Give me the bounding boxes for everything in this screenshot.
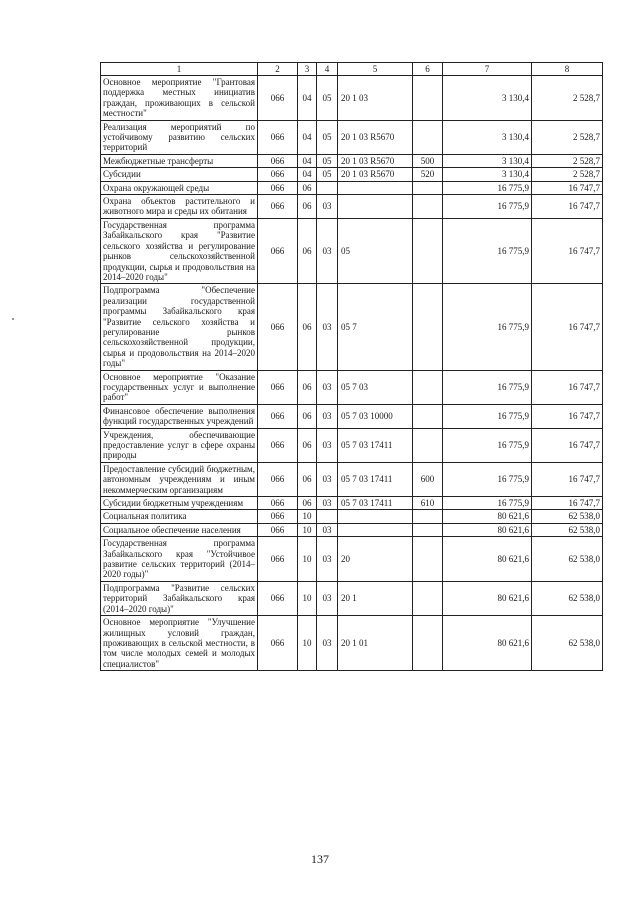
header-cell: 5 <box>338 63 413 76</box>
row-ved-cell: 066 <box>258 284 298 370</box>
row-pr-cell: 03 <box>317 428 338 462</box>
row-rz-cell: 10 <box>298 581 317 615</box>
row-ved-cell: 066 <box>258 181 298 194</box>
row-sum-2018-cell: 3 130,4 <box>443 76 532 121</box>
table-row <box>101 404 603 428</box>
row-csr-cell: 05 7 <box>338 284 413 370</box>
row-vr-cell <box>413 370 443 404</box>
table-row <box>101 510 603 523</box>
row-pr-cell: 03 <box>317 497 338 510</box>
header-cell: 2 <box>258 63 298 76</box>
row-ved-cell: 066 <box>258 168 298 181</box>
row-csr-cell: 20 1 03 R5670 <box>338 154 413 167</box>
row-sum-2018-cell: 80 621,6 <box>443 616 532 671</box>
row-vr-cell <box>413 523 443 536</box>
table-row <box>101 154 603 167</box>
row-sum-2019-cell: 16 747,7 <box>532 181 603 194</box>
row-name-cell: Охрана объектов растительного и животного мира и среды их обитания <box>101 195 258 219</box>
row-csr-cell <box>338 523 413 536</box>
row-sum-2018-cell: 16 775,9 <box>443 284 532 370</box>
row-sum-2019-cell: 2 528,7 <box>532 154 603 167</box>
row-sum-2018-cell: 80 621,6 <box>443 523 532 536</box>
row-rz-cell: 06 <box>298 497 317 510</box>
row-sum-2019-cell: 16 747,7 <box>532 370 603 404</box>
row-csr-cell: 05 7 03 17411 <box>338 497 413 510</box>
row-vr-cell <box>413 284 443 370</box>
row-sum-2019-cell: 2 528,7 <box>532 168 603 181</box>
header-cell: 4 <box>317 63 338 76</box>
row-pr-cell: 03 <box>317 537 338 582</box>
row-rz-cell: 06 <box>298 195 317 219</box>
row-vr-cell <box>413 428 443 462</box>
row-sum-2019-cell: 62 538,0 <box>532 581 603 615</box>
row-name-cell: Межбюджетные трансферты <box>101 154 258 167</box>
row-ved-cell: 066 <box>258 497 298 510</box>
row-csr-cell: 20 1 <box>338 581 413 615</box>
row-pr-cell: 03 <box>317 195 338 219</box>
row-sum-2019-cell: 16 747,7 <box>532 218 603 283</box>
row-ved-cell: 066 <box>258 120 298 154</box>
row-sum-2018-cell: 80 621,6 <box>443 510 532 523</box>
row-sum-2019-cell: 62 538,0 <box>532 510 603 523</box>
row-vr-cell <box>413 404 443 428</box>
table-row <box>101 168 603 181</box>
row-pr-cell: 03 <box>317 284 338 370</box>
table-row <box>101 497 603 510</box>
row-vr-cell: 520 <box>413 168 443 181</box>
row-name-cell: Охрана окружающей среды <box>101 181 258 194</box>
row-name-cell: Реализация мероприятий по устойчивому развитию сельских территорий <box>101 120 258 154</box>
row-ved-cell: 066 <box>258 218 298 283</box>
row-ved-cell: 066 <box>258 581 298 615</box>
row-rz-cell: 10 <box>298 537 317 582</box>
row-pr-cell: 05 <box>317 154 338 167</box>
row-sum-2018-cell: 3 130,4 <box>443 120 532 154</box>
row-sum-2019-cell: 16 747,7 <box>532 497 603 510</box>
row-csr-cell: 05 7 03 17411 <box>338 428 413 462</box>
row-ved-cell: 066 <box>258 404 298 428</box>
row-name-cell: Социальное обеспечение населения <box>101 523 258 536</box>
row-rz-cell: 10 <box>298 523 317 536</box>
row-csr-cell: 20 1 03 R5670 <box>338 168 413 181</box>
table-row <box>101 76 603 121</box>
row-rz-cell: 06 <box>298 404 317 428</box>
row-pr-cell: 03 <box>317 581 338 615</box>
row-pr-cell: 03 <box>317 404 338 428</box>
row-name-cell: Государственная программа Забайкальского края "Устойчивое развитие сельских территорий (2014–2020 годы)" <box>101 537 258 582</box>
row-ved-cell: 066 <box>258 523 298 536</box>
row-name-cell: Основное мероприятие "Улучшение жилищных условий граждан, проживающих в сельской местности, в том числе молодых семей и молодых специалистов" <box>101 616 258 671</box>
row-rz-cell: 06 <box>298 218 317 283</box>
row-name-cell: Субсидии бюджетным учреждениям <box>101 497 258 510</box>
table-row <box>101 428 603 462</box>
row-name-cell: Подпрограмма "Развитие сельских территорий Забайкальского края (2014–2020 годы)" <box>101 581 258 615</box>
table-row <box>101 120 603 154</box>
row-name-cell: Учреждения, обеспечивающие предоставление услуг в сфере охраны природы <box>101 428 258 462</box>
row-rz-cell: 10 <box>298 616 317 671</box>
row-pr-cell: 03 <box>317 616 338 671</box>
row-sum-2019-cell: 2 528,7 <box>532 76 603 121</box>
table-row <box>101 284 603 370</box>
row-sum-2019-cell: 62 538,0 <box>532 537 603 582</box>
row-name-cell: Основное мероприятие "Оказание государственных услуг и выполнение работ" <box>101 370 258 404</box>
row-ved-cell: 066 <box>258 537 298 582</box>
row-sum-2018-cell: 80 621,6 <box>443 581 532 615</box>
row-sum-2019-cell: 16 747,7 <box>532 462 603 496</box>
scan-speck <box>12 318 14 320</box>
row-sum-2019-cell: 16 747,7 <box>532 284 603 370</box>
row-vr-cell <box>413 181 443 194</box>
row-name-cell: Финансовое обеспечение выполнения функций государственных учреждений <box>101 404 258 428</box>
row-rz-cell: 04 <box>298 76 317 121</box>
header-row <box>101 63 603 76</box>
table-row <box>101 537 603 582</box>
row-rz-cell: 04 <box>298 120 317 154</box>
table-row <box>101 370 603 404</box>
row-vr-cell: 500 <box>413 154 443 167</box>
row-rz-cell: 06 <box>298 284 317 370</box>
row-csr-cell: 05 <box>338 218 413 283</box>
row-ved-cell: 066 <box>258 76 298 121</box>
row-sum-2018-cell: 3 130,4 <box>443 154 532 167</box>
budget-table <box>100 62 603 671</box>
row-name-cell: Основное мероприятие "Грантовая поддержка местных инициатив граждан, проживающих в сельской местности" <box>101 76 258 121</box>
row-rz-cell: 10 <box>298 510 317 523</box>
row-vr-cell: 600 <box>413 462 443 496</box>
header-cell: 8 <box>532 63 603 76</box>
row-vr-cell: 610 <box>413 497 443 510</box>
row-sum-2018-cell: 16 775,9 <box>443 195 532 219</box>
row-sum-2018-cell: 3 130,4 <box>443 168 532 181</box>
row-pr-cell <box>317 510 338 523</box>
row-pr-cell: 05 <box>317 76 338 121</box>
row-pr-cell: 03 <box>317 218 338 283</box>
row-sum-2018-cell: 16 775,9 <box>443 462 532 496</box>
row-name-cell: Подпрограмма "Обеспечение реализации государственной программы Забайкальского края "Развитие сельского хозяйства и регулирование рынков сельскохозяйственной продукции, сырья и продовольствия на 2014–2020 годы" <box>101 284 258 370</box>
row-sum-2018-cell: 80 621,6 <box>443 537 532 582</box>
row-rz-cell: 06 <box>298 370 317 404</box>
row-vr-cell <box>413 218 443 283</box>
row-pr-cell: 05 <box>317 120 338 154</box>
row-vr-cell <box>413 195 443 219</box>
row-pr-cell: 03 <box>317 370 338 404</box>
row-rz-cell: 06 <box>298 181 317 194</box>
row-ved-cell: 066 <box>258 195 298 219</box>
header-cell: 7 <box>443 63 532 76</box>
row-sum-2018-cell: 16 775,9 <box>443 181 532 194</box>
row-ved-cell: 066 <box>258 154 298 167</box>
row-rz-cell: 04 <box>298 168 317 181</box>
row-vr-cell <box>413 616 443 671</box>
header-cell: 1 <box>101 63 258 76</box>
row-name-cell: Социальная политика <box>101 510 258 523</box>
header-cell: 3 <box>298 63 317 76</box>
row-sum-2018-cell: 16 775,9 <box>443 218 532 283</box>
row-pr-cell <box>317 181 338 194</box>
row-ved-cell: 066 <box>258 462 298 496</box>
row-csr-cell: 20 1 01 <box>338 616 413 671</box>
table-body <box>101 63 603 671</box>
row-sum-2019-cell: 2 528,7 <box>532 120 603 154</box>
row-ved-cell: 066 <box>258 428 298 462</box>
row-sum-2019-cell: 62 538,0 <box>532 616 603 671</box>
table-row <box>101 181 603 194</box>
row-csr-cell: 05 7 03 <box>338 370 413 404</box>
row-sum-2019-cell: 62 538,0 <box>532 523 603 536</box>
page-number: 137 <box>311 852 329 866</box>
row-csr-cell: 05 7 03 10000 <box>338 404 413 428</box>
row-csr-cell: 20 <box>338 537 413 582</box>
table-row <box>101 523 603 536</box>
row-sum-2019-cell: 16 747,7 <box>532 428 603 462</box>
row-vr-cell <box>413 120 443 154</box>
row-ved-cell: 066 <box>258 616 298 671</box>
row-csr-cell <box>338 195 413 219</box>
row-sum-2019-cell: 16 747,7 <box>532 195 603 219</box>
table-row <box>101 581 603 615</box>
row-pr-cell: 03 <box>317 523 338 536</box>
row-pr-cell: 03 <box>317 462 338 496</box>
row-sum-2018-cell: 16 775,9 <box>443 404 532 428</box>
row-name-cell: Государственная программа Забайкальского края "Развитие сельского хозяйства и регулирование рынков сельскохозяйственной продукции, сырья и продовольствия на 2014–2020 годы" <box>101 218 258 283</box>
row-name-cell: Субсидии <box>101 168 258 181</box>
row-rz-cell: 06 <box>298 428 317 462</box>
row-rz-cell: 04 <box>298 154 317 167</box>
table-row <box>101 462 603 496</box>
header-cell: 6 <box>413 63 443 76</box>
row-sum-2018-cell: 16 775,9 <box>443 370 532 404</box>
row-csr-cell <box>338 510 413 523</box>
row-ved-cell: 066 <box>258 370 298 404</box>
row-csr-cell: 20 1 03 R5670 <box>338 120 413 154</box>
row-rz-cell: 06 <box>298 462 317 496</box>
row-name-cell: Предоставление субсидий бюджетным, автономным учреждениям и иным некоммерческим организациям <box>101 462 258 496</box>
table-row <box>101 195 603 219</box>
row-ved-cell: 066 <box>258 510 298 523</box>
table-row <box>101 218 603 283</box>
row-vr-cell <box>413 76 443 121</box>
row-pr-cell: 05 <box>317 168 338 181</box>
row-sum-2019-cell: 16 747,7 <box>532 404 603 428</box>
row-vr-cell <box>413 581 443 615</box>
row-csr-cell: 05 7 03 17411 <box>338 462 413 496</box>
row-sum-2018-cell: 16 775,9 <box>443 497 532 510</box>
row-sum-2018-cell: 16 775,9 <box>443 428 532 462</box>
row-vr-cell <box>413 537 443 582</box>
row-vr-cell <box>413 510 443 523</box>
table-row <box>101 616 603 671</box>
row-csr-cell <box>338 181 413 194</box>
row-csr-cell: 20 1 03 <box>338 76 413 121</box>
